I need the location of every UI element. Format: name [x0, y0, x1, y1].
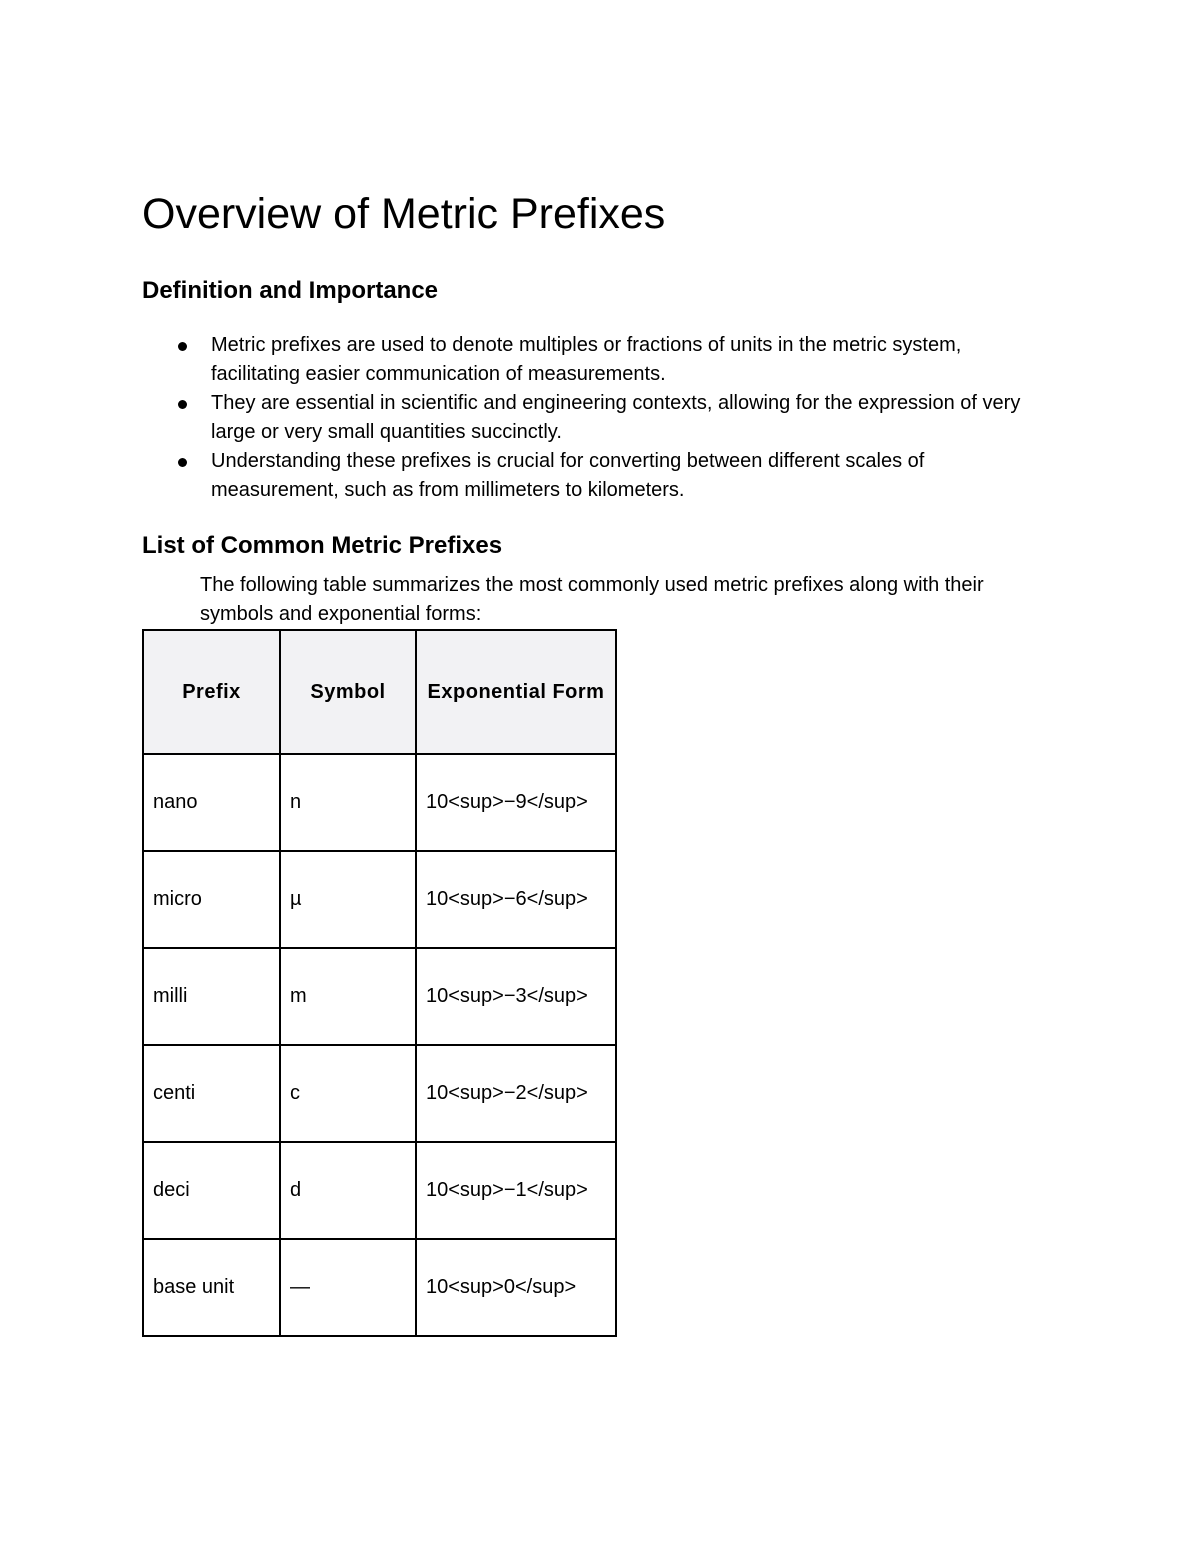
bullet-dot-icon: [178, 342, 187, 351]
cell-prefix: nano: [143, 754, 280, 851]
cell-exponential-form: 10<sup>−1</sup>: [416, 1142, 616, 1239]
column-header-symbol: Symbol: [280, 630, 416, 754]
cell-symbol: n: [280, 754, 416, 851]
section-heading-definition: Definition and Importance: [142, 277, 439, 304]
list-item: [142, 331, 1042, 389]
table-row: [143, 851, 616, 948]
column-header-prefix: Prefix: [143, 630, 280, 754]
cell-exponential-form: 10<sup>−2</sup>: [416, 1045, 616, 1142]
table-row: [143, 1142, 616, 1239]
cell-prefix: base unit: [143, 1239, 280, 1336]
table-header-row: [143, 630, 616, 754]
table-row: [143, 1045, 616, 1142]
cell-prefix: milli: [143, 948, 280, 1045]
cell-symbol: m: [280, 948, 416, 1045]
table-row: [143, 948, 616, 1045]
column-header-exponential-form: Exponential Form: [416, 630, 616, 754]
cell-exponential-form: 10<sup>−3</sup>: [416, 948, 616, 1045]
cell-exponential-form: 10<sup>−6</sup>: [416, 851, 616, 948]
bullet-text: Metric prefixes are used to denote multiples or fractions of units in the metric system, facilitating easier communication of measurements.: [211, 334, 962, 385]
cell-symbol: —: [280, 1239, 416, 1336]
cell-symbol: c: [280, 1045, 416, 1142]
cell-exponential-form: 10<sup>−9</sup>: [416, 754, 616, 851]
cell-prefix: micro: [143, 851, 280, 948]
metric-prefix-table: [142, 629, 617, 1337]
bullet-text: They are essential in scientific and engineering contexts, allowing for the expression of very large or very small quantities succinctly.: [211, 392, 1021, 443]
cell-symbol: µ: [280, 851, 416, 948]
bullet-dot-icon: [178, 458, 187, 467]
list-item: [142, 389, 1042, 447]
table-intro-paragraph: The following table summarizes the most commonly used metric prefixes along with their symbols and exponential forms:: [200, 574, 984, 625]
cell-prefix: deci: [143, 1142, 280, 1239]
cell-exponential-form: 10<sup>0</sup>: [416, 1239, 616, 1336]
bullet-text: Understanding these prefixes is crucial for converting between different scales of measurement, such as from millimeters to kilometers.: [211, 450, 925, 501]
list-item: [142, 447, 1042, 505]
section-heading-list: List of Common Metric Prefixes: [142, 532, 503, 559]
table-row: [143, 754, 616, 851]
cell-symbol: d: [280, 1142, 416, 1239]
page-title: Overview of Metric Prefixes: [142, 190, 666, 238]
cell-prefix: centi: [143, 1045, 280, 1142]
bullet-dot-icon: [178, 400, 187, 409]
table-row: [143, 1239, 616, 1336]
definition-bullet-list: [142, 331, 1042, 505]
